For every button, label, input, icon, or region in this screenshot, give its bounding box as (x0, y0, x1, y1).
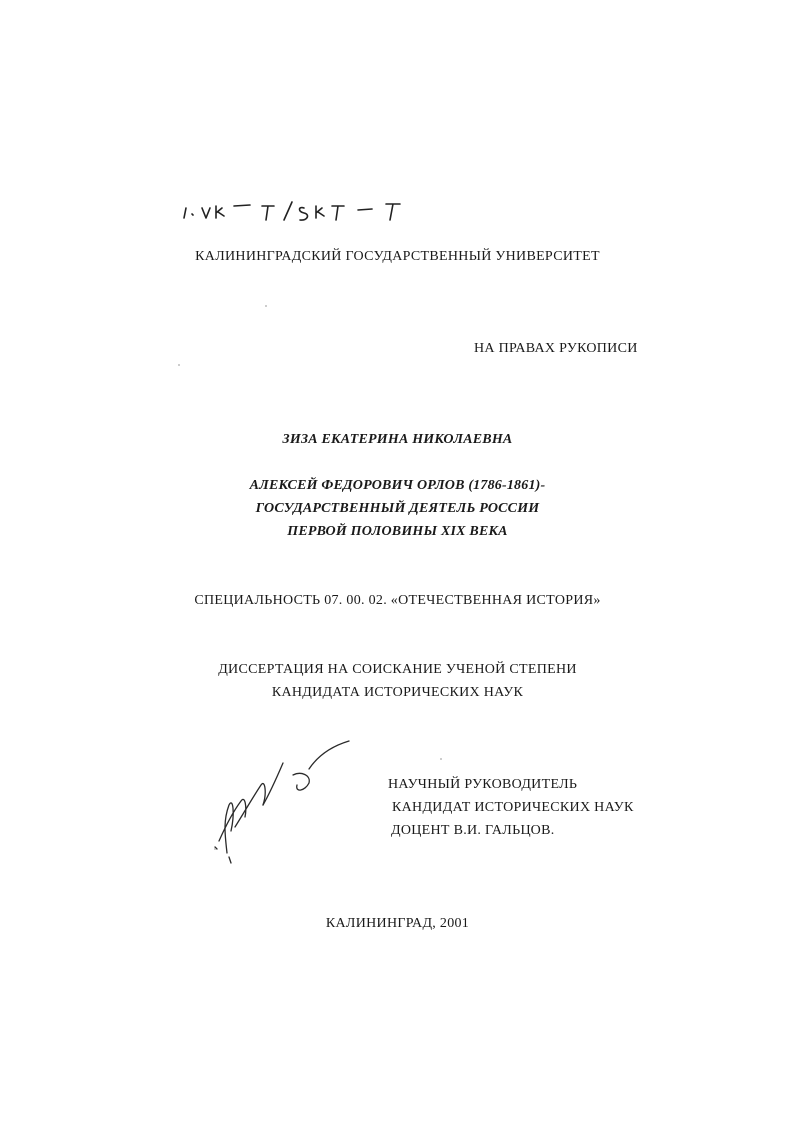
supervisor-line-2: КАНДИДАТ ИСТОРИЧЕСКИХ НАУК (392, 800, 634, 815)
scan-speck (440, 758, 442, 760)
specialty-line: СПЕЦИАЛЬНОСТЬ 07. 00. 02. «ОТЕЧЕСТВЕННАЯ ИСТОРИЯ» (194, 593, 601, 608)
title-line-1: АЛЕКСЕЙ ФЕДОРОВИЧ ОРЛОВ (1786-1861)- (249, 478, 546, 493)
scan-speck (265, 305, 267, 307)
dissertation-line-2: КАНДИДАТА ИСТОРИЧЕСКИХ НАУК (271, 685, 524, 700)
handwritten-catalog-note (176, 196, 416, 228)
supervisor-line-1: НАУЧНЫЙ РУКОВОДИТЕЛЬ (388, 777, 578, 792)
university-name: КАЛИНИНГРАДСКИЙ ГОСУДАРСТВЕННЫЙ УНИВЕРСИТЕТ (195, 249, 600, 264)
scan-speck (214, 848, 216, 850)
dissertation-line-1: ДИССЕРТАЦИЯ НА СОИСКАНИЕ УЧЕНОЙ СТЕПЕНИ (218, 662, 577, 677)
supervisor-line-3: ДОЦЕНТ В.И. ГАЛЬЦОВ. (391, 823, 555, 838)
title-line-3: ПЕРВОЙ ПОЛОВИНЫ XIX ВЕКА (287, 524, 508, 539)
handwritten-signature (205, 735, 365, 865)
title-line-2: ГОСУДАРСТВЕННЫЙ ДЕЯТЕЛЬ РОССИИ (255, 501, 540, 516)
manuscript-rights-label: НА ПРАВАХ РУКОПИСИ (474, 341, 638, 356)
author-name: ЗИЗА ЕКАТЕРИНА НИКОЛАЕВНА (282, 432, 513, 447)
city-year: КАЛИНИНГРАД, 2001 (325, 916, 470, 931)
scan-speck (178, 364, 180, 366)
